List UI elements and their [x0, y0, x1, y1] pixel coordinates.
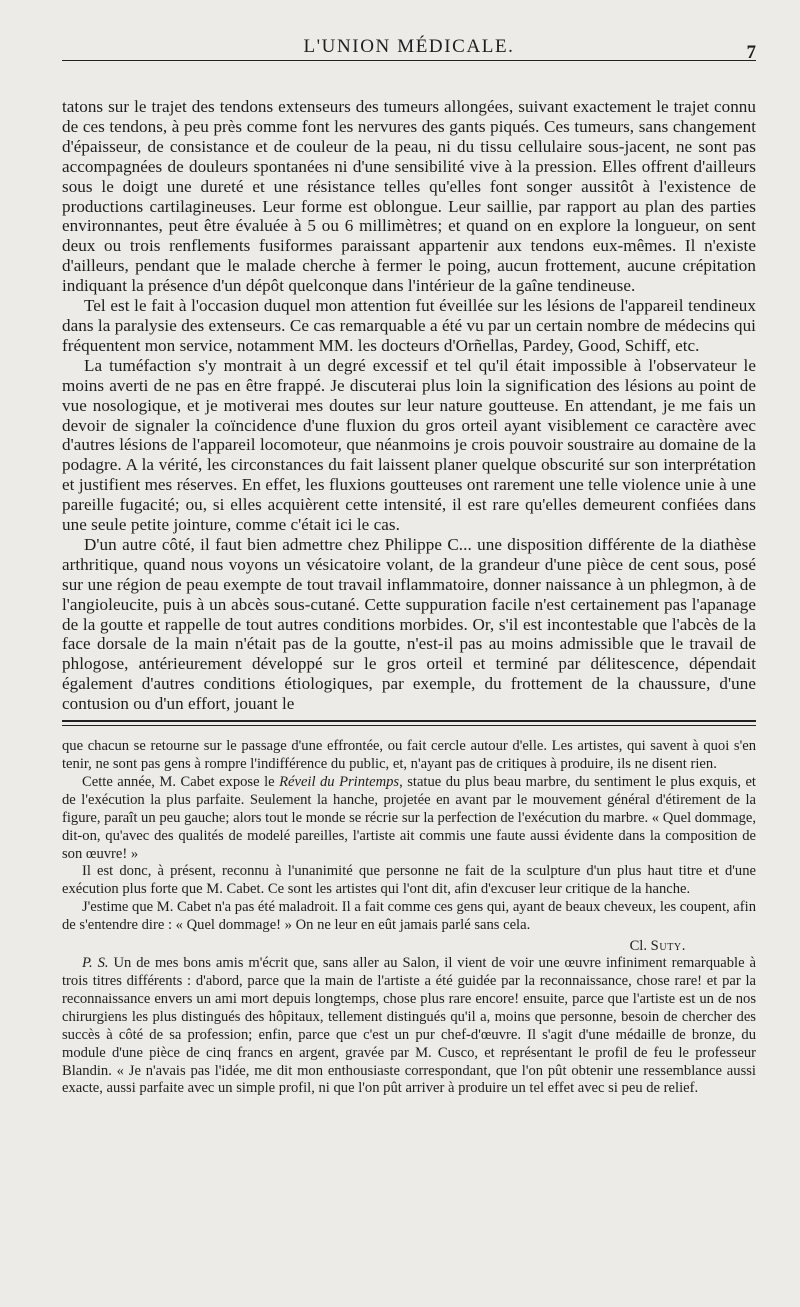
feuilleton-paragraph-4: J'estime que M. Cabet n'a pas été maladroit. Il a fait comme ces gens qui, ayant de beaux cheveux, les coupent, afin de s'entendre dire : « Quel dommage! » On ne leur en eût jamais parlé sans cela.	[62, 899, 756, 934]
page-number: 7	[746, 42, 756, 63]
postscript-text: Un de mes bons amis m'écrit que, sans aller au Salon, il vient de voir une œuvre infiniment remarquable à trois titres différents : d'abord, parce que la main de l'artiste a été guidée par la reconnaissance, chose rare! et par la reconnaissance envers un ami mort depuis longtemps, chose plus rare encore! ensuite, parce que l'artiste est un de nos chirurgiens les plus distingués des hôpitaux, tellement distingués qu'il a, moins que personne, besoin de chercher des succès à côté de sa profession; enfin, parce que c'est un pur chef-d'œuvre. Il s'agit d'une médaille de bronze, du module d'une pièce de cinq francs en argent, gravée par M. Cusco, et représentant le profil de feu le professeur Blandin. « Je n'avais pas l'idée, me dit mon enthousiaste correspondant, que l'on pût obtenir une ressemblance aussi exacte, aussi parfaite avec un simple profil, ni que l'on pût arriver à produire un tel effet avec si peu de relief.	[62, 955, 756, 1097]
feuilleton-text: Cette année, M. Cabet expose le	[82, 773, 280, 790]
feuilleton-text: , statue du plus beau marbre, du sentiment le plus exquis, et de l'exécution la plus parfaite. Seulement la hanche, projetée en avant par le mouvement général d'étirement de la figure, paraît un peu gauche; alors tout le monde se récrie sur la perfection de l'exécution du marbre. « Quel dommage, dit-on, qu'avec des qualités de modelé pareilles, l'artiste ait commis une faute aussi évidente dans la composition de son œuvre! »	[62, 773, 756, 862]
signature-name: Suty.	[650, 938, 686, 955]
feuilleton-section	[62, 738, 756, 1098]
article-paragraph-4: D'un autre côté, il faut bien admettre chez Philippe C... une disposition différente de la diathèse arthritique, quand nous voyons un vésicatoire volant, de la grandeur d'une pièce de cent sous, posé sur une région de peau exempte de tout travail inflammatoire, donner naissance à un phlegmon, à de l'angioleucite, puis à un abcès sous-cutané. Cette suppuration facile n'est certainement pas l'apanage de la goutte et rappelle de tout autres conditions morbides. Or, s'il est incontestable que l'abcès de la face dorsale de la main n'était pas de la goutte, n'est-il pas au moins admissible que le travail de phlogose, antérieurement développé sur le gros orteil et terminé par délitescence, dépendait également d'autres conditions étiologiques, par exemple, du frottement de la chaussure, d'une contusion ou d'un effort, jouant le	[62, 534, 756, 714]
article-paragraph-2: Tel est le fait à l'occasion duquel mon attention fut éveillée sur les lésions de l'appareil tendineux dans la paralysie des extenseurs. Ce cas remarquable a été vu par un certain nombre de médecins qui fréquentent mon service, notamment MM. les docteurs d'Orñellas, Pardey, Good, Schiff, etc.	[62, 296, 756, 355]
page-header	[62, 26, 756, 61]
postscript-paragraph	[62, 955, 756, 1098]
article-paragraph-3: La tuméfaction s'y montrait à un degré excessif et tel qu'il était impossible à l'observateur le moins averti de ne pas en être frappé. Je discuterai plus loin la signification des lésions au point de vue nosologique, et je motiverai mes doutes sur leur nature goutteuse. En attendant, je me fais un devoir de signaler la coïncidence d'une fluxion du gros orteil ayant visiblement ce caractère avec d'autres lésions de l'appareil locomoteur, que néanmoins je crois pouvoir soustraire au domaine de la podagre. A la vérité, les circonstances du fait laissent planer quelque obscurité sur son interprétation et justifient mes réserves. En effet, les fluxions goutteuses ont rarement une telle violence unie à une pareille fugacité; ou, si elles acquièrent cette intensité, il est rare qu'elles demeurent confiées dans une seule petite jointure, comme c'était ici le cas.	[62, 355, 756, 535]
signature-initials: Cl.	[629, 938, 648, 955]
running-title: L'UNION MÉDICALE.	[303, 36, 515, 57]
feuilleton-paragraph-1: que chacun se retourne sur le passage d'une effrontée, ou fait cercle autour d'elle. Les artistes, qui savent à quoi s'en tenir, ne sont pas gens à rompre l'indifférence du public, et, n'ayant pas de critiques à produire, ils ne disent rien.	[62, 738, 756, 772]
feuilleton-paragraph-3: Il est donc, à présent, reconnu à l'unanimité que personne ne fait de la sculpture d'un plus haut titre et d'une exécution plus forte que M. Cabet. Ce sont les artistes qui l'ont dit, afin d'excuser leur critique de la hanche.	[62, 863, 756, 898]
feuilleton-paragraph-2	[62, 774, 756, 864]
main-article-text	[62, 97, 756, 714]
article-paragraph-1: tatons sur le trajet des tendons extenseurs des tumeurs allongées, suivant exactement le trajet connu de ces tendons, à peu près comme font les nervures des gants piqués. Ces tumeurs, sans changement d'épaisseur, de consistance et de couleur de la peau, ni du tissu cellulaire sous-jacent, ne sont pas accompagnées de douleurs spontanées ni d'une sensibilité vive à la pression. Elles offrent d'ailleurs sous le doigt une dureté et une résistance telles qu'elles font songer aussitôt à l'existence de productions cartilagineuses. Leur forme est oblongue. Leur saillie, par rapport au plan des parties environnantes, peut être évaluée à 5 ou 6 millimètres; et quand on en explore la longueur, on sent deux ou trois renflements fusiformes paraissant appartenir aux tendons eux-mêmes. Il n'existe d'ailleurs, pendant que le malade cherche à fermer le poing, aucun frottement, aucune crépitation indiquant la présence d'un dépôt quelconque dans l'intérieur de la gaîne tendineuse.	[62, 97, 756, 296]
author-signature	[62, 937, 756, 955]
artwork-title: Réveil du Printemps	[279, 773, 400, 790]
feuilleton-divider	[62, 720, 756, 726]
postscript-label: P. S.	[82, 955, 109, 972]
